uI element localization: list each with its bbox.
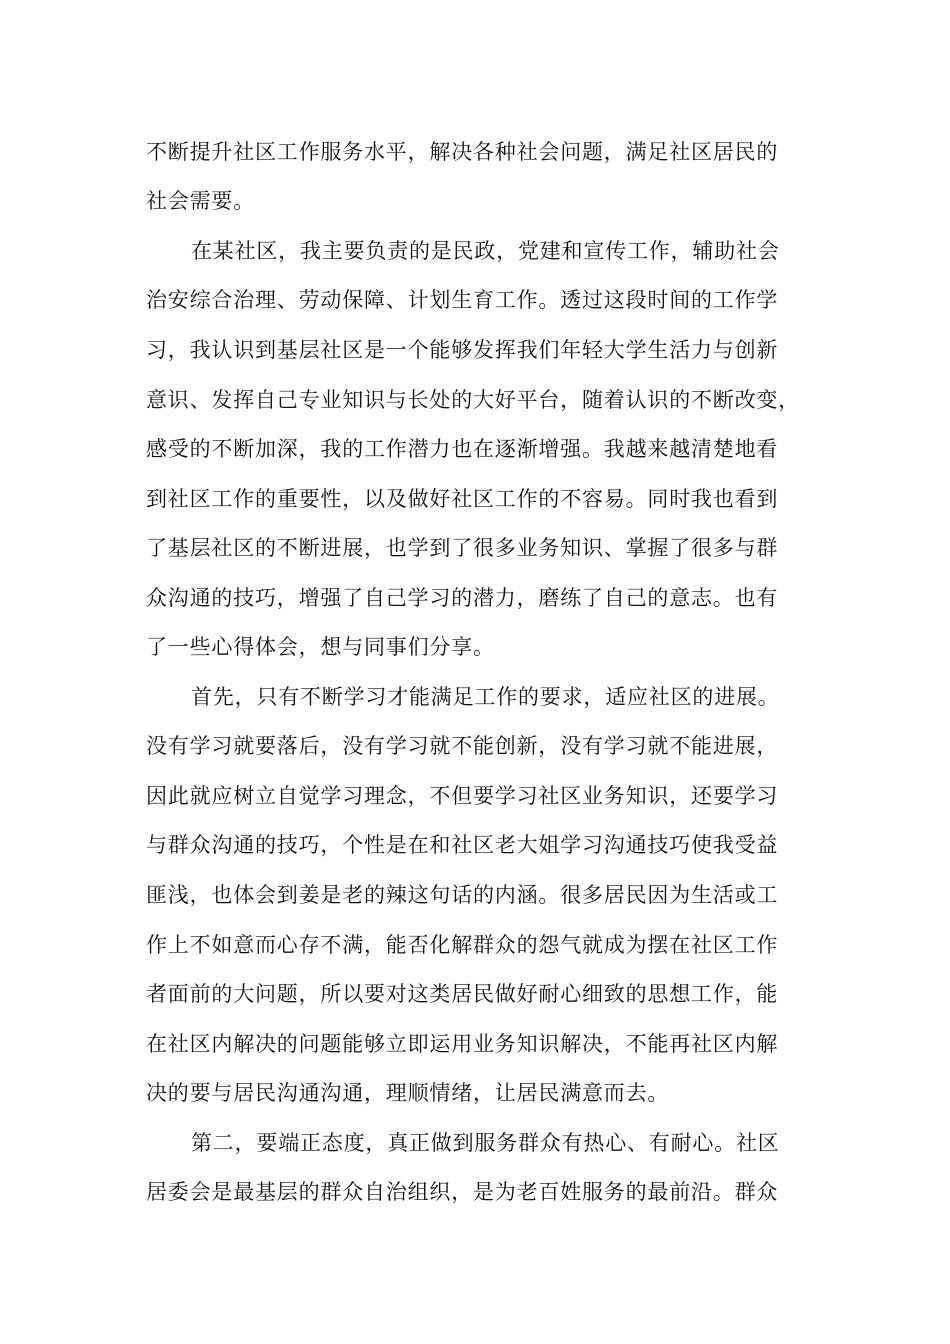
text-line: 没有学习就要落后，没有学习就不能创新，没有学习就不能进展， [146, 734, 779, 758]
text-line: 决的要与居民沟通沟通，理顺情绪，让居民满意而去。 [146, 1081, 670, 1105]
text-line: 者面前的大问题，所以要对这类居民做好耐心细致的思想工作，能 [146, 982, 779, 1006]
text-line: 与群众沟通的技巧，个性是在和社区老大姐学习沟通技巧使我受益 [146, 833, 779, 857]
text-line: 居委会是最基层的群众自治组织，是为老百姓服务的最前沿。群众 [146, 1180, 779, 1204]
text-line: 作上不如意而心存不满，能否化解群众的怨气就成为摆在社区工作 [146, 933, 779, 957]
text-line: 治安综合治理、劳动保障、计划生育工作。透过这段时间的工作学 [146, 288, 779, 312]
text-line: 意识、发挥自己专业知识与长处的大好平台，随着认识的不断改变， [146, 388, 800, 412]
text-line: 了基层社区的不断进展，也学到了很多业务知识、掌握了很多与群 [146, 536, 779, 560]
paragraph-start-line: 首先，只有不断学习才能满足工作的要求，适应社区的进展。 [191, 685, 780, 709]
text-line: 到社区工作的重要性，以及做好社区工作的不容易。同时我也看到 [146, 487, 779, 511]
text-line: 因此就应树立自觉学习理念，不但要学习社区业务知识，还要学习 [146, 784, 779, 808]
text-line: 匪浅，也体会到姜是老的辣这句话的内涵。很多居民因为生活或工 [146, 883, 779, 907]
text-line: 众沟通的技巧，增强了自己学习的潜力，磨练了自己的意志。也有 [146, 586, 779, 610]
text-line: 习，我认识到基层社区是一个能够发挥我们年轻大学生活力与创新 [146, 338, 779, 362]
text-line: 了一些心得体会，想与同事们分享。 [146, 635, 495, 659]
text-line: 社会需要。 [146, 189, 255, 213]
paragraph-start-line: 在某社区，我主要负责的是民政，党建和宣传工作，辅助社会 [191, 239, 780, 263]
paragraph-start-line: 第二，要端正态度，真正做到服务群众有热心、有耐心。社区 [191, 1131, 780, 1155]
text-line: 不断提升社区工作服务水平，解决各种社会问题，满足社区居民的 [146, 140, 779, 164]
text-line: 感受的不断加深，我的工作潜力也在逐渐增强。我越来越清楚地看 [146, 437, 779, 461]
text-line: 在社区内解决的问题能够立即运用业务知识解决，不能再社区内解 [146, 1032, 779, 1056]
